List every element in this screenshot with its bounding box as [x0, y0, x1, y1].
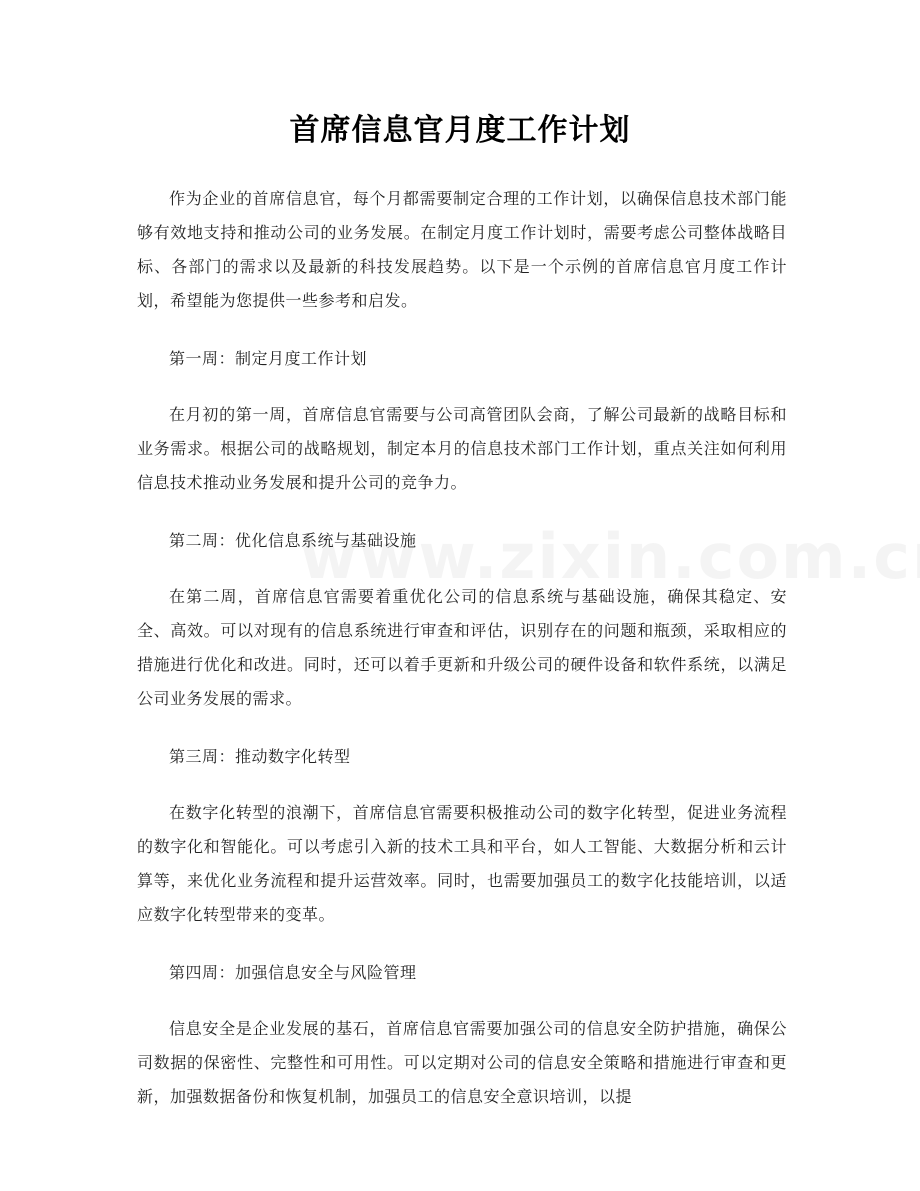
section-heading-week-4: 第四周：加强信息安全与风险管理 — [169, 963, 417, 982]
intro-paragraph: 作为企业的首席信息官，每个月都需要制定合理的工作计划，以确保信息技术部门能够有效地支持和推动公司的业务发展。在制定月度工作计划时，需要考虑公司整体战略目标、各部门的需求以及最新的科技发展趋势。以下是一个示例的首席信息官月度工作计划，希望能为您提供一些参考和启发。 — [137, 189, 787, 310]
section-heading-week-1: 第一周：制定月度工作计划 — [169, 349, 368, 368]
paragraph-week-3: 在数字化转型的浪潮下，首席信息官需要积极推动公司的数字化转型，促进业务流程的数字化和智能化。可以考虑引入新的技术工具和平台，如人工智能、大数据分析和云计算等，来优化业务流程和提升运营效率。同时，也需要加强员工的数字化技能培训，以适应数字化转型带来的变革。 — [137, 803, 787, 924]
section-heading-week-3: 第三周：推动数字化转型 — [169, 747, 351, 766]
page-title: 首席信息官月度工作计划 — [289, 113, 631, 148]
paragraph-week-2: 在第二周，首席信息官需要着重优化公司的信息系统与基础设施，确保其稳定、安全、高效。可以对现有的信息系统进行审查和评估，识别存在的问题和瓶颈，采取相应的措施进行优化和改进。同时，还可以着手更新和升级公司的硬件设备和软件系统，以满足公司业务发展的需求。 — [137, 587, 787, 708]
paragraph-week-4: 信息安全是企业发展的基石，首席信息官需要加强公司的信息安全防护措施，确保公司数据的保密性、完整性和可用性。可以定期对公司的信息安全策略和措施进行审查和更新，加强数据备份和恢复机制，加强员工的信息安全意识培训，以提 — [137, 1019, 787, 1106]
document-body — [137, 182, 787, 1138]
section-heading-week-2: 第二周：优化信息系统与基础设施 — [169, 531, 417, 550]
paragraph-week-1: 在月初的第一周，首席信息官需要与公司高管团队会商，了解公司最新的战略目标和业务需求。根据公司的战略规划，制定本月的信息技术部门工作计划，重点关注如何利用信息技术推动业务发展和提升公司的竞争力。 — [137, 405, 787, 492]
